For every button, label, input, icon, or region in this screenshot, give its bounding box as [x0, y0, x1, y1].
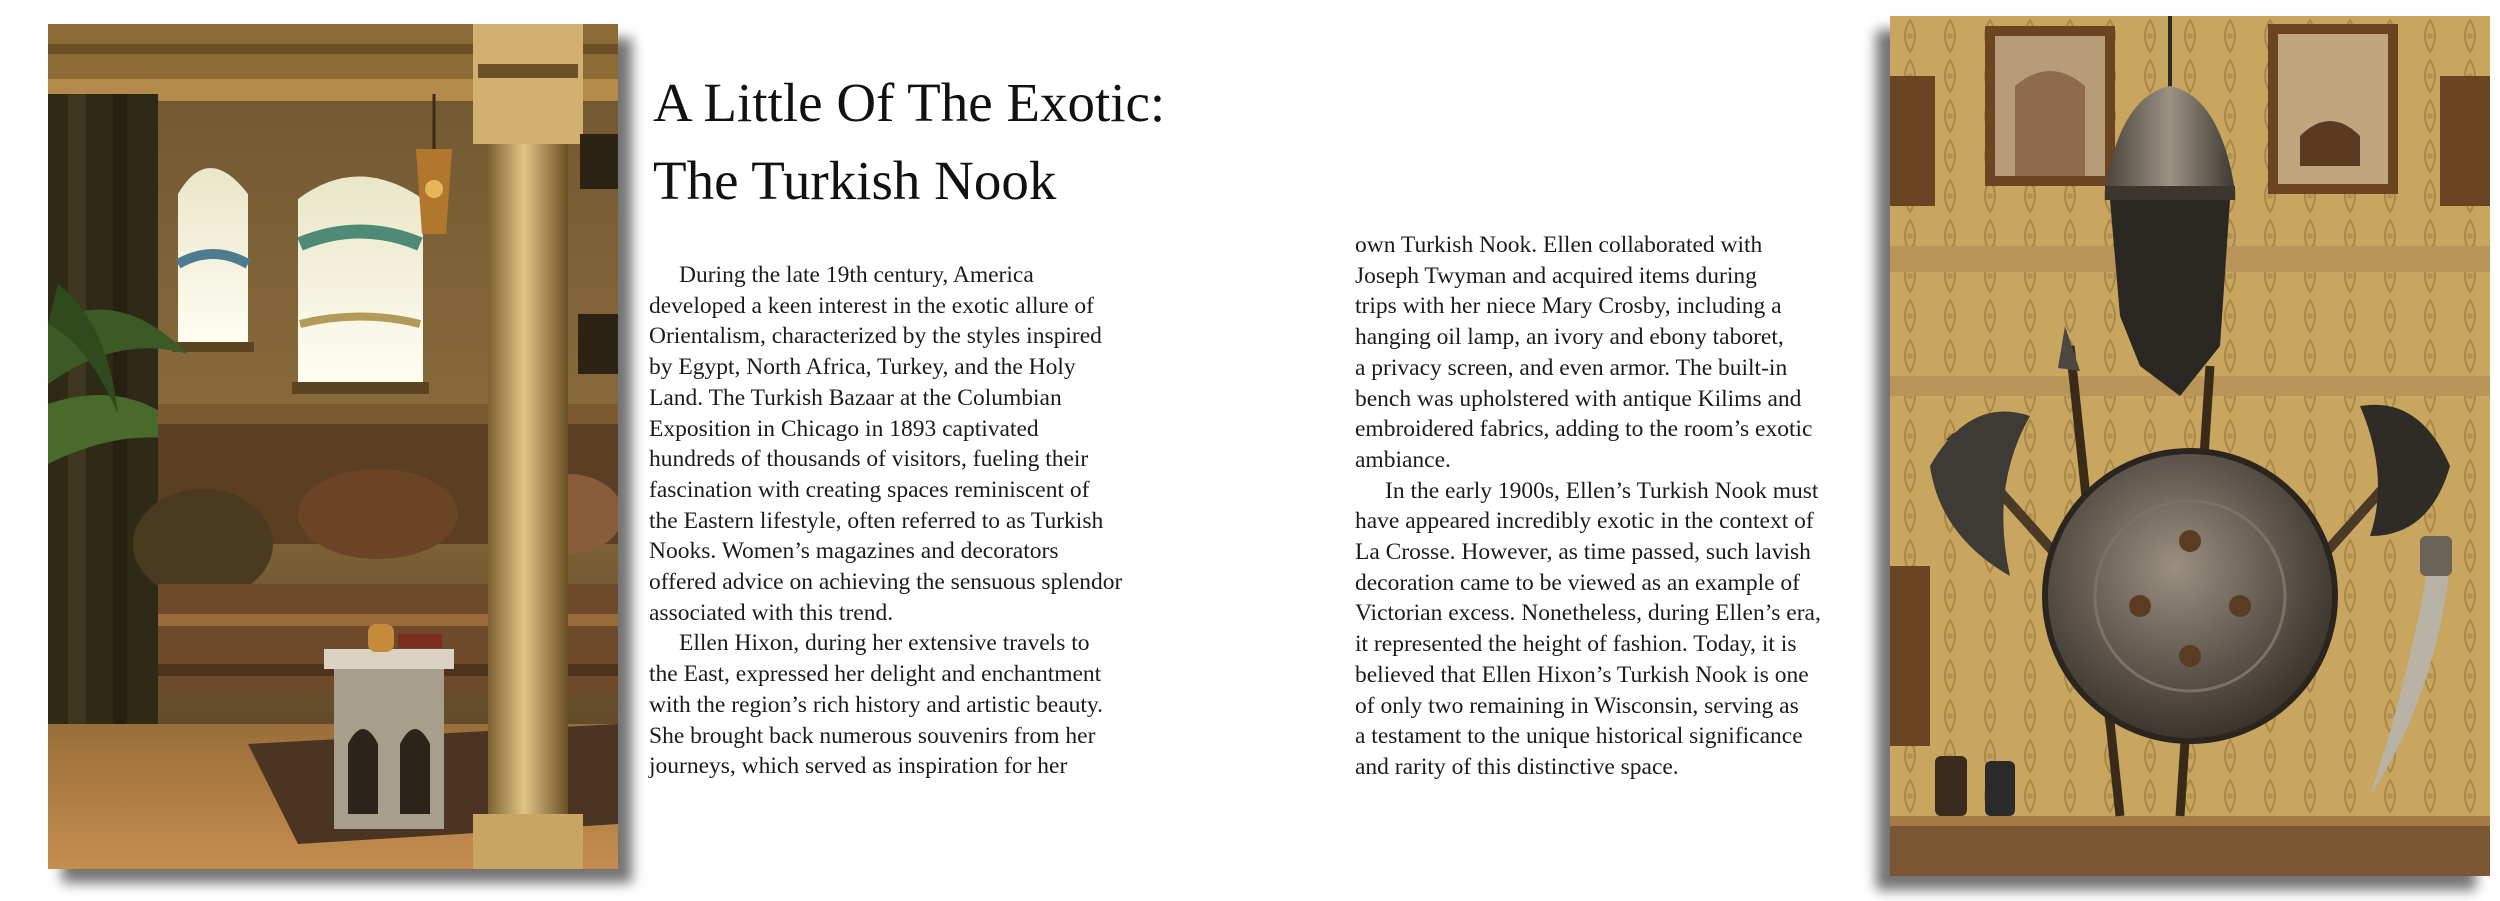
text-line: bench was upholstered with antique Kilims and [1355, 385, 1802, 412]
text-line: and rarity of this distinctive space. [1355, 753, 1679, 780]
text-line: ambiance. [1355, 446, 1451, 473]
text-line: In the early 1900s, Ellen’s Turkish Nook must [1385, 477, 1819, 504]
text-line: trips with her niece Mary Crosby, including a [1355, 293, 1782, 320]
text-line: hundreds of thousands of visitors, fueling their [649, 446, 1089, 473]
title-line-1: A Little Of The Exotic: [653, 72, 1166, 133]
text-line: associated with this trend. [649, 599, 894, 626]
text-line: La Crosse. However, as time passed, such lavish [1355, 539, 1811, 566]
text-line: a privacy screen, and even armor. The built-in [1355, 354, 1788, 381]
text-line: Land. The Turkish Bazaar at the Columbian [649, 384, 1062, 411]
text-line: believed that Ellen Hixon’s Turkish Nook is one [1355, 661, 1809, 688]
text-line: have appeared incredibly exotic in the context of [1355, 508, 1814, 535]
text-line: journeys, which served as inspiration for her [649, 753, 1068, 780]
text-line: own Turkish Nook. Ellen collaborated with [1355, 232, 1763, 258]
turkish-armor-wall-photo [1890, 16, 2490, 876]
text-line: the Eastern lifestyle, often referred to as Turkish [649, 507, 1104, 534]
text-line: During the late 19th century, America [679, 262, 1034, 288]
text-line: embroidered fabrics, adding to the room’s exotic [1355, 416, 1813, 443]
body-column-1 [649, 260, 1169, 782]
text-line: She brought back numerous souvenirs from her [649, 722, 1096, 749]
text-line: it represented the height of fashion. Today, it is [1355, 631, 1797, 658]
text-line: fascination with creating spaces reminiscent of [649, 476, 1090, 503]
text-line: with the region’s rich history and artistic beauty. [649, 691, 1104, 718]
turkish-nook-interior-photo [48, 24, 618, 869]
text-line: Exposition in Chicago in 1893 captivated [649, 415, 1039, 442]
text-line: developed a keen interest in the exotic allure of [649, 292, 1095, 319]
text-line: of only two remaining in Wisconsin, serving as [1355, 692, 1799, 719]
text-line: Orientalism, characterized by the styles inspired [649, 323, 1102, 350]
text-line: offered advice on achieving the sensuous splendor [649, 569, 1123, 596]
title-line-2: The Turkish Nook [653, 150, 1057, 211]
text-line: a testament to the unique historical significance [1355, 723, 1803, 750]
text-line: Nooks. Women’s magazines and decorators [649, 538, 1059, 565]
text-line: Ellen Hixon, during her extensive travels to [679, 630, 1090, 657]
text-line: Victorian excess. Nonetheless, during Ellen’s era, [1355, 600, 1821, 627]
text-line: by Egypt, North Africa, Turkey, and the Holy [649, 354, 1076, 381]
body-column-2 [1355, 230, 1875, 783]
page-title [653, 64, 1213, 220]
text-line: the East, expressed her delight and enchantment [649, 661, 1102, 688]
text-line: Joseph Twyman and acquired items during [1355, 262, 1757, 289]
text-line: hanging oil lamp, an ivory and ebony taboret, [1355, 324, 1784, 351]
text-line: decoration came to be viewed as an example of [1355, 569, 1800, 596]
